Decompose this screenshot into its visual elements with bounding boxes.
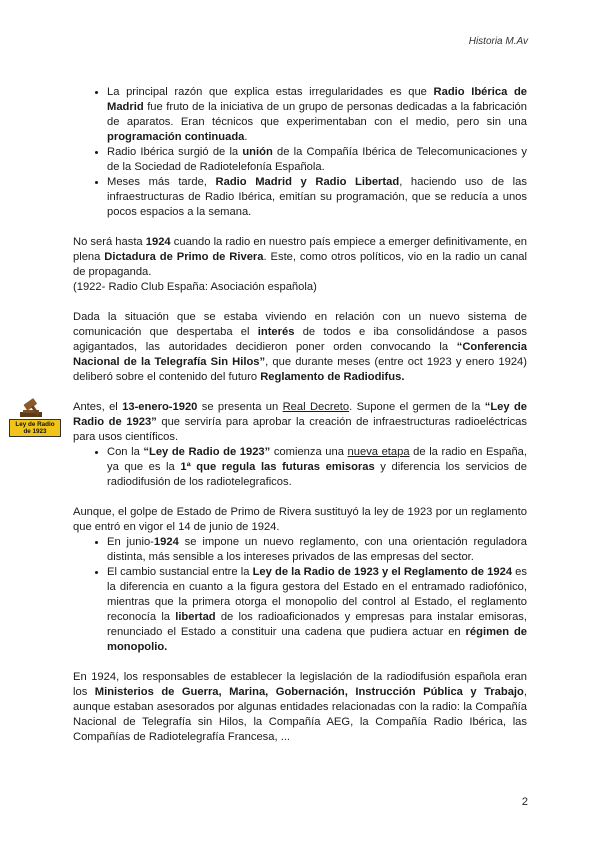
ley-radio-badge (9, 397, 61, 437)
paragraph-golpe-estado: Aunque, el golpe de Estado de Primo de Rivera sustituyó la ley de 1923 por un reglamento que entró en vigor el 14 de junio de 1924. (73, 506, 527, 533)
ley-1923-section (15, 400, 528, 490)
paragraph-note: (1922- Radio Club España: Asociación española) (73, 281, 317, 293)
list-item: • Radio Ibérica surgió de la unión de la Compañía Ibérica de Telecomunicaciones y de la Sociedad de Radiotelefonía Española. (107, 145, 527, 175)
document-body (15, 85, 528, 745)
page-number: 2 (521, 796, 528, 808)
gavel-icon (17, 397, 47, 419)
document-header: Historia M.Av (468, 36, 528, 47)
list-item: • La principal razón que explica estas irregularidades es que Radio Ibérica de Madrid fue fruto de la iniciativa de un grupo de personas dedicadas a la fabricación de aparatos. Eran técnicos que experimentaban con el medio, pero sin una programación continuada. (107, 85, 527, 145)
bullet-list-reglamento (73, 535, 527, 655)
badge-label: Ley de Radio de 1923 (9, 419, 61, 437)
paragraph-conferencia: Dada la situación que se estaba viviendo en relación con un nuevo sistema de comunicación que despertaba el interés de todos e iba consolidándose a pasos agigantados, las autoridades decidieron poner orden convocando la “Conferencia Nacional de la Telegrafía Sin Hilos”, que durante meses (entre oct 1923 y enero 1924) deliberó sobre el contenido del futuro Reglamento de Radiodifus. (73, 311, 528, 383)
list-item: • Con la “Ley de Radio de 1923” comienza una nueva etapa de la radio en España, ya que es la 1ª que regula las futuras emisoras y diferencia los servicios de radiodifusión de los radiotelegraficos. (107, 445, 527, 490)
list-item: • Meses más tarde, Radio Madrid y Radio Libertad, haciendo uso de las infraestructuras de Radio Ibérica, emitían su programación, que se reducía a unos pocos espacios a la semana. (107, 175, 527, 220)
paragraph-real-decreto: Antes, el 13-enero-1920 se presenta un Real Decreto. Supone el germen de la “Ley de Radio de 1923” que serviría para aprobar la creación de infraestructuras radioeléctricas para usos científicos. (73, 401, 528, 443)
paragraph-1924: No será hasta 1924 cuando la radio en nuestro país empiece a emerger definitivamente, en plena Dictadura de Primo de Rivera. Este, como otros políticos, vio en la radio un canal de propaganda. (73, 236, 528, 278)
bullet-list-radio-iberica (73, 85, 527, 220)
bullet-list-ley (73, 445, 527, 490)
paragraph-ministerios: En 1924, los responsables de establecer la legislación de la radiodifusión española eran los Ministerios de Guerra, Marina, Gobernación, Instrucción Pública y Trabajo, aunque estaban asesorados por algunas entidades relacionadas con la radio: la Compañía Nacional de Telegrafía sin Hilos, la Compañía AEG, la Compañía Radio Ibérica, las Compañías de Radiotelegrafía Francesa, ... (73, 671, 527, 743)
list-item: • El cambio sustancial entre la Ley de la Radio de 1923 y el Reglamento de 1924 es la diferencia en cuanto a la figura gestora del Estado en el entramado radiofónico, mientras que la primera otorga el monopolio del control al Estado, el reglamento reconocía la libertad de los radioaficionados y empresas para instalar emisoras, renunciado el Estado a constituir una cadena que pudiera actuar en régimen de monopolio. (107, 565, 527, 655)
list-item: • En junio-1924 se impone un nuevo reglamento, con una orientación reguladora distinta, más sensible a los intereses privados de las empresas del sector. (107, 535, 527, 565)
